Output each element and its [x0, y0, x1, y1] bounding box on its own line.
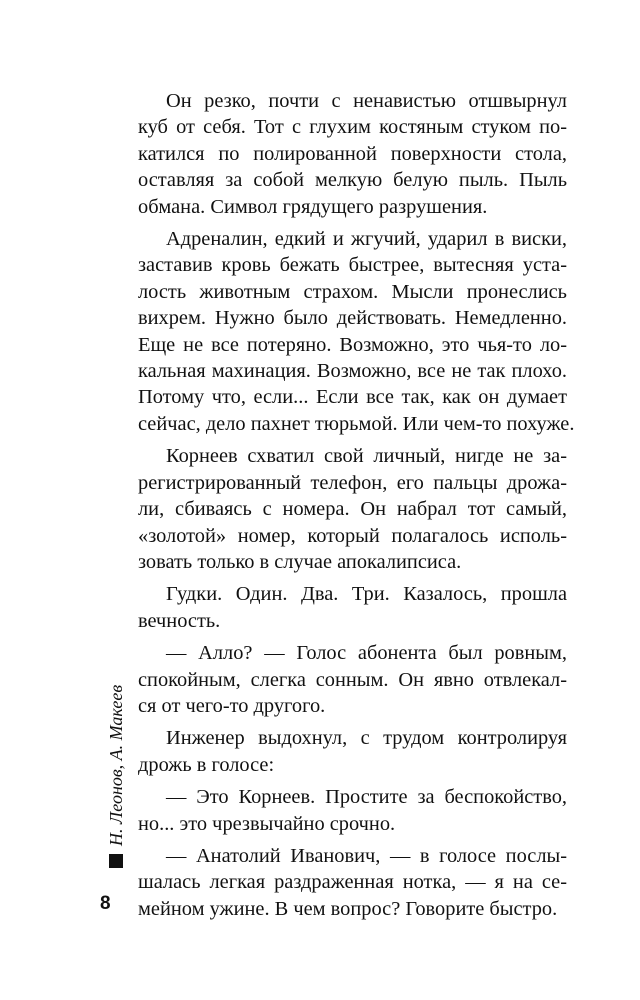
text-line: катился по полированной поверхности стола,: [138, 142, 567, 165]
body-text: [138, 88, 575, 922]
author-names: Н. Леонов, А. Макеев: [106, 684, 126, 846]
text-line: дрожь в голосе:: [138, 753, 275, 776]
text-line: ли, сбиваясь с номера. Он набрал тот самый,: [138, 498, 567, 521]
text-line: ся от чего-то другого.: [138, 694, 326, 717]
paragraph: [138, 581, 567, 634]
text-line: сейчас, дело пахнет тюрьмой. Или чем-то похуже.: [138, 412, 575, 435]
text-line: — Алло? — Голос абонента был ровным,: [166, 642, 567, 665]
text-line: Корнеев схватил свой личный, нигде не за-: [166, 445, 567, 468]
text-line: вечность.: [138, 609, 221, 632]
text-line: мейном ужине. В чем вопрос? Говорите быстро.: [138, 897, 558, 920]
text-line: Гудки. Один. Два. Три. Казалось, прошла: [166, 583, 567, 606]
paragraph: [138, 443, 567, 575]
running-head: [106, 685, 126, 868]
text-line: — Анатолий Иванович, — в голосе послы-: [166, 844, 567, 867]
text-line: Еще не все потеряно. Возможно, это чья-то ло-: [138, 333, 567, 356]
paragraph: [138, 640, 567, 719]
text-line: куб от себя. Тот с глухим костяным стуком по-: [138, 116, 567, 139]
text-line: Адреналин, едкий и жгучий, ударил в виски,: [166, 228, 567, 251]
text-line: Потому что, если... Если все так, как он думает: [138, 386, 567, 409]
text-line: оставляя за собой мелкую белую пыль. Пыль: [138, 169, 567, 192]
text-line: заставив кровь бежать быстрее, вытесняя уста-: [138, 254, 567, 277]
square-marker-icon: [109, 854, 123, 868]
text-line: — Это Корнеев. Простите за беспокойство,: [166, 786, 567, 809]
paragraph: [138, 226, 575, 437]
text-line: кальная махинация. Возможно, все не так плохо.: [138, 360, 567, 383]
paragraph: [138, 88, 567, 220]
text-line: обмана. Символ грядущего разрушения.: [138, 195, 488, 218]
text-line: вихрем. Нужно было действовать. Немедленно.: [138, 307, 567, 330]
text-line: спокойным, слегка сонным. Он явно отвлекал-: [138, 668, 567, 691]
text-line: лость животным страхом. Мысли пронеслись: [138, 280, 567, 303]
text-line: шалась легкая раздраженная нотка, — я на се-: [138, 871, 567, 894]
paragraph: [138, 843, 567, 922]
text-line: регистрированный телефон, его пальцы дрожа-: [138, 471, 567, 494]
text-line: зовать только в случае апокалипсиса.: [138, 550, 462, 573]
text-line: Инженер выдохнул, с трудом контролируя: [166, 727, 567, 750]
text-line: Он резко, почти с ненавистью отшвырнул: [166, 90, 567, 112]
text-line: но... это чрезвычайно срочно.: [138, 812, 396, 835]
page-number: 8: [100, 893, 111, 914]
paragraph: [138, 784, 567, 837]
paragraph: [138, 725, 567, 778]
text-line: «золотой» номер, который полагалось исполь-: [138, 524, 567, 547]
